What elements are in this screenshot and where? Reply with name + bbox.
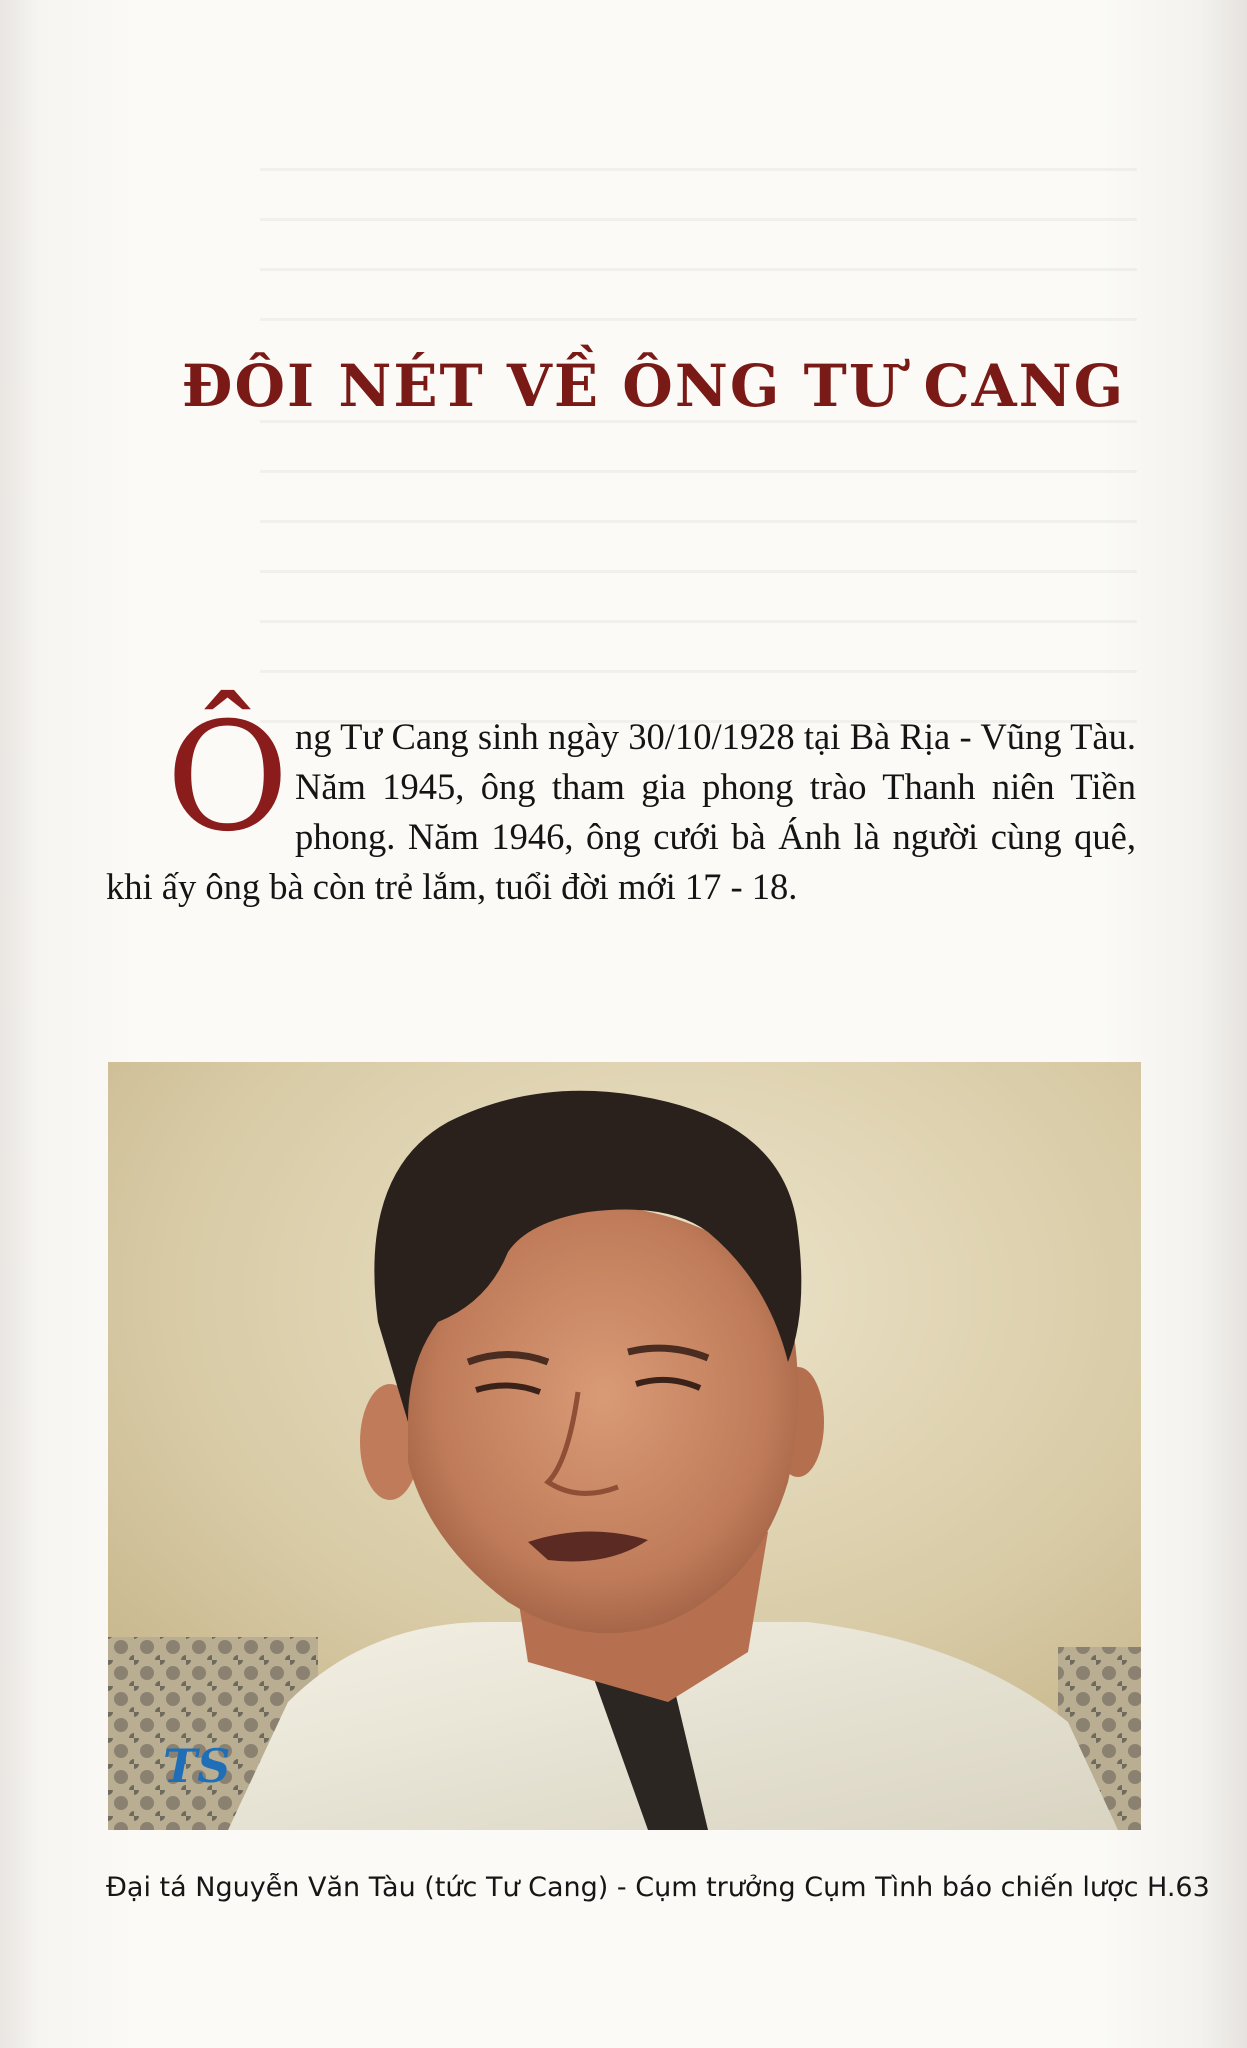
bleed-line	[260, 620, 1137, 623]
bleed-line	[260, 218, 1137, 221]
bleed-line	[260, 520, 1137, 523]
page-title: ĐÔI NÉT VỀ ÔNG TƯ CANG	[181, 352, 1126, 420]
bleed-line	[260, 420, 1137, 423]
bleed-line	[260, 318, 1137, 321]
portrait-illustration	[108, 1062, 1141, 1830]
portrait-photo	[108, 1062, 1141, 1830]
watermark-logo: TS	[163, 1739, 231, 1793]
bleed-line	[260, 168, 1137, 171]
intro-paragraph	[106, 691, 1136, 912]
bleed-line	[260, 670, 1137, 673]
bleed-line	[260, 268, 1137, 271]
paragraph-text: ng Tư Cang sinh ngày 30/10/1928 tại Bà Rịa - Vũng Tàu. Năm 1945, ông tham gia phong trào Thanh niên Tiền phong. Năm 1946, ông cưới bà Ánh là người cùng quê, khi ấy ông bà còn trẻ lắm, tuổi đời mới 17 - 18.	[106, 716, 1136, 907]
bleed-line	[260, 470, 1137, 473]
bleed-line	[260, 570, 1137, 573]
drop-cap: Ô	[166, 691, 289, 865]
photo-caption: Đại tá Nguyễn Văn Tàu (tức Tư Cang) - Cụm trưởng Cụm Tình báo chiến lược H.63	[106, 1872, 1210, 1903]
